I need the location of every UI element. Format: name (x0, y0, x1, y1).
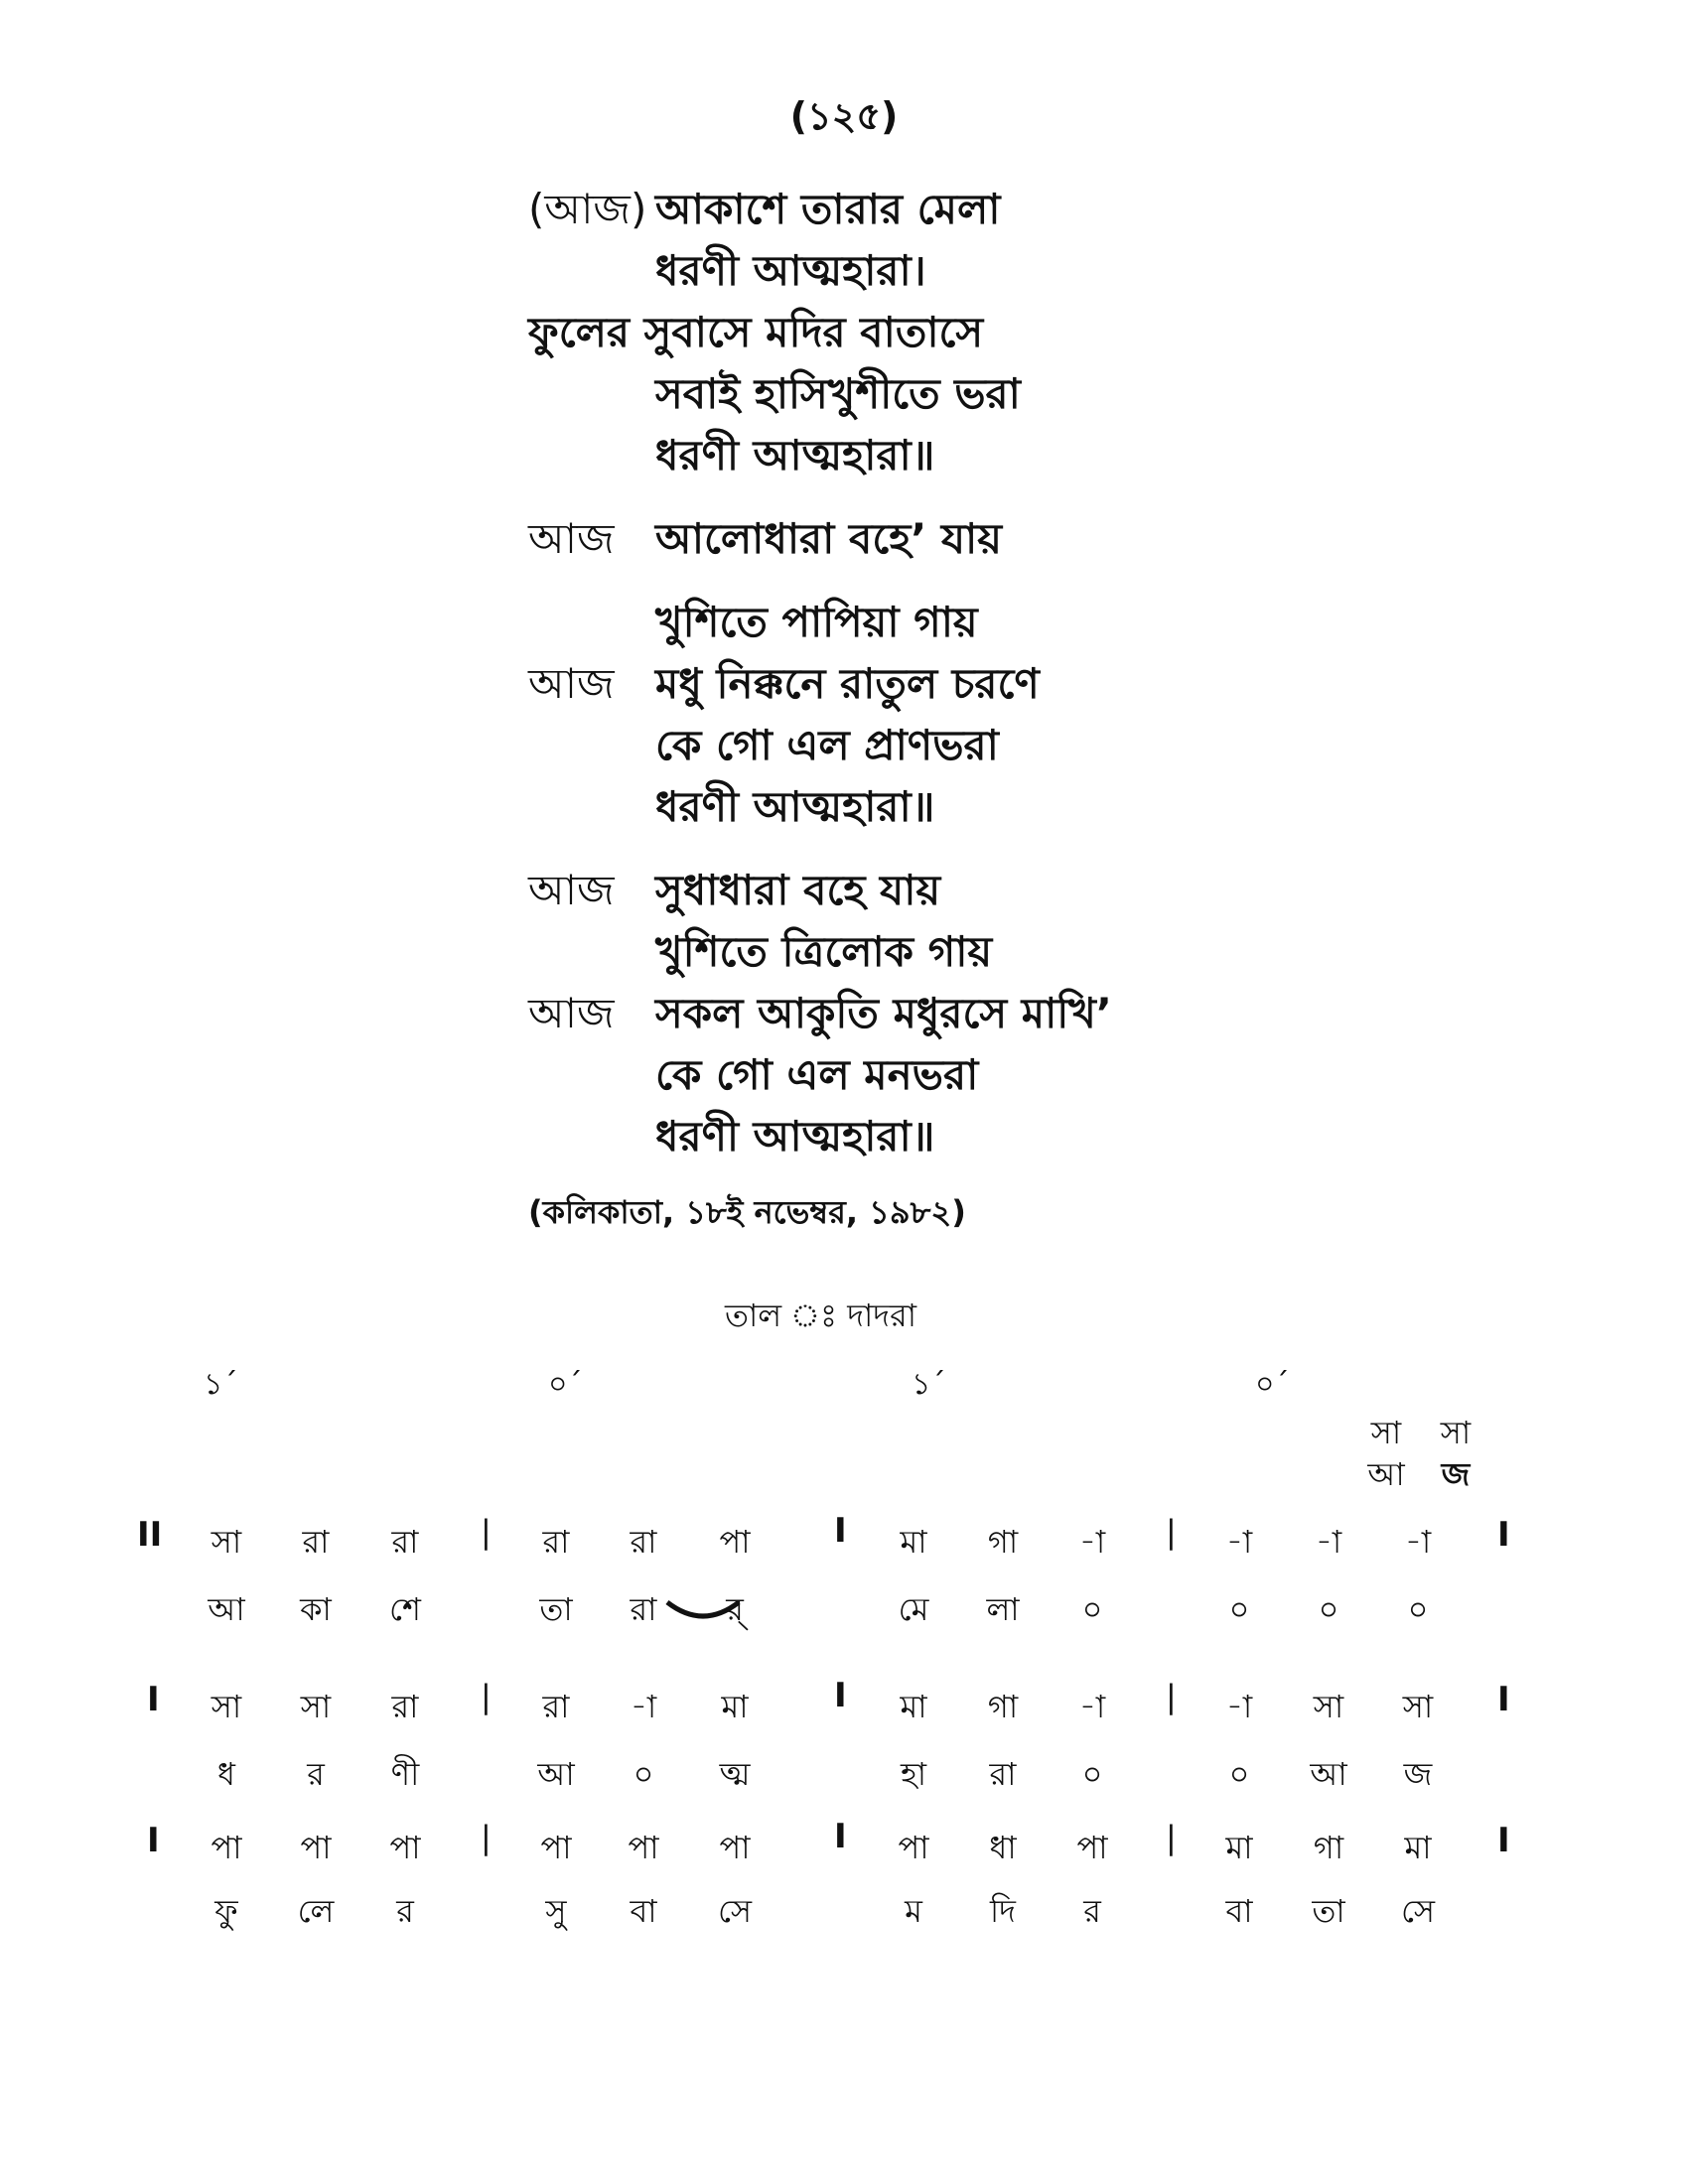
lyric-syllable: রা (630, 1590, 657, 1628)
swara-note: সা (211, 1688, 242, 1725)
lyric-syllable: বা (630, 1892, 657, 1930)
lyric-syllable: ম (905, 1892, 922, 1930)
lyric-syllable: দি (990, 1892, 1016, 1930)
swara-note: -া (1315, 1523, 1342, 1561)
pickup-swara: সা (1440, 1414, 1472, 1451)
bar-line-start: II (137, 1515, 163, 1555)
beat-divider: | (1166, 1513, 1177, 1551)
beat-divider: | (1166, 1819, 1177, 1856)
lyric-syllable: জ (1403, 1755, 1433, 1793)
pickup-lyric: জ (1441, 1455, 1471, 1493)
poem-line-prefix: (আজ) (528, 185, 647, 233)
lyric-syllable: ০ (1407, 1590, 1429, 1628)
lyric-syllable: আ (537, 1755, 575, 1793)
lyric-syllable: মে (898, 1590, 929, 1628)
swara-note: মা (1404, 1829, 1432, 1866)
swara-note: গা (987, 1523, 1019, 1561)
swara-note: মা (900, 1523, 927, 1561)
beat-divider: | (481, 1819, 492, 1856)
poem-line-prefix: আজ (528, 989, 615, 1037)
swara-note: -া (1404, 1523, 1432, 1561)
lyric-syllable: বা (1225, 1892, 1253, 1930)
lyric-syllable: হা (900, 1755, 927, 1793)
bar-line-start: I (147, 1821, 160, 1860)
bar-line-mid: I (834, 1511, 847, 1551)
swara-note: রা (302, 1523, 330, 1561)
lyric-syllable: ০ (1228, 1755, 1250, 1793)
bar-line-mid: I (834, 1817, 847, 1856)
swara-note: গা (1313, 1829, 1344, 1866)
swara-note: মা (900, 1688, 927, 1725)
bar-line-end: I (1497, 1515, 1510, 1555)
swara-note: পা (389, 1829, 421, 1866)
lyric-syllable: শে (389, 1590, 421, 1628)
swara-note: পা (719, 1829, 751, 1866)
swara-note: গা (987, 1688, 1019, 1725)
lyric-syllable: ফু (214, 1892, 238, 1930)
beat-mark-4: ০´ (1255, 1367, 1290, 1402)
swara-note: -া (1225, 1688, 1253, 1725)
swara-note: -া (1078, 1523, 1106, 1561)
poem-line-text: খুশিতে ত্রিলোক গায় (655, 927, 993, 976)
swara-note: সা (1313, 1688, 1344, 1725)
poem-line-prefix: আজ (528, 659, 615, 708)
lyric-syllable: তা (1312, 1892, 1345, 1930)
swara-note: পা (628, 1829, 659, 1866)
beat-mark-2: ০´ (548, 1367, 583, 1402)
beat-mark-3: ১´ (912, 1367, 946, 1402)
poem-line-prefix: আজ (528, 514, 615, 563)
poem-line-text: ধরণী আত্মহারা॥ (655, 1112, 935, 1160)
bar-line-mid: I (834, 1676, 847, 1715)
poem-line-text: খুশিতে পাপিয়া গায় (655, 598, 978, 646)
bar-line-end: I (1497, 1680, 1510, 1719)
swara-note: সা (300, 1688, 332, 1725)
lyric-syllable: র্ (726, 1590, 744, 1628)
lyric-syllable: ০ (1318, 1590, 1339, 1628)
swara-note: -া (630, 1688, 657, 1725)
swara-note: -া (1225, 1523, 1253, 1561)
swara-note: পা (1076, 1829, 1108, 1866)
beat-mark-1: ১´ (204, 1367, 238, 1402)
lyric-syllable: ০ (1081, 1755, 1103, 1793)
swara-note: রা (542, 1688, 570, 1725)
beat-divider: | (481, 1678, 492, 1715)
poem-line-text: সুধাধারা বহে যায় (655, 866, 941, 914)
lyric-syllable: সে (717, 1892, 753, 1930)
swara-note: রা (391, 1523, 419, 1561)
slur-mark (663, 1596, 743, 1626)
poem-line-prefix: আজ (528, 866, 615, 914)
bar-line-end: I (1497, 1821, 1510, 1860)
swara-note: ধা (989, 1829, 1017, 1866)
poem-line-text: আলোধারা বহে’ যায় (655, 514, 1002, 563)
swara-note: রা (630, 1523, 657, 1561)
tal-label: তাল ঃ দাদরা (725, 1297, 916, 1334)
poem-line-text: ধরণী আত্মহারা। (655, 246, 926, 295)
page-number: (১২৫) (789, 94, 899, 138)
swara-note: সা (211, 1523, 242, 1561)
poem-line-text: আকাশে তারার মেলা (655, 185, 1001, 233)
lyric-syllable: ধ (217, 1755, 235, 1793)
lyric-syllable: সে (1400, 1892, 1436, 1930)
swara-note: রা (391, 1688, 419, 1725)
poem-line-text: সকল আকুতি মধুরসে মাখি’ (655, 989, 1112, 1037)
lyric-syllable: ০ (1081, 1590, 1103, 1628)
swara-note: পা (211, 1829, 242, 1866)
swara-note: পা (719, 1523, 751, 1561)
swara-note: সা (1402, 1688, 1434, 1725)
poem-line-text: কে গো এল মনভরা (655, 1050, 979, 1099)
lyric-syllable: র (1083, 1892, 1101, 1930)
swara-note: পা (300, 1829, 332, 1866)
bar-line-start: I (147, 1680, 160, 1719)
lyric-syllable: রা (989, 1755, 1017, 1793)
swara-note: পা (898, 1829, 929, 1866)
lyric-syllable: র (396, 1892, 414, 1930)
beat-divider: | (481, 1513, 492, 1551)
swara-note: পা (540, 1829, 572, 1866)
lyric-syllable: কা (300, 1590, 332, 1628)
pickup-lyric: আ (1367, 1455, 1405, 1493)
poem-line-text: সবাই হাসিখুশীতে ভরা (655, 369, 1021, 418)
lyric-syllable: ০ (1228, 1590, 1250, 1628)
poem-line-text: ধরণী আত্মহারা॥ (655, 431, 935, 479)
lyric-syllable: তা (539, 1590, 573, 1628)
lyric-syllable: লে (297, 1892, 335, 1930)
lyric-syllable: আ (208, 1590, 245, 1628)
lyric-syllable: র (307, 1755, 325, 1793)
poem-line-text: কে গো এল প্রাণভরা (655, 721, 999, 769)
lyric-syllable: ০ (633, 1755, 654, 1793)
lyric-syllable: ণী (390, 1755, 420, 1793)
poem-line-text: ফুলের সুবাসে মদির বাতাসে (528, 308, 984, 356)
pickup-swara: সা (1370, 1414, 1402, 1451)
swara-note: মা (721, 1688, 749, 1725)
poem-line-text: মধু নিক্কনে রাতুল চরণে (655, 659, 1040, 708)
date-note: (কলিকাতা, ১৮ই নভেম্বর, ১৯৮২) (528, 1193, 966, 1231)
swara-note: রা (542, 1523, 570, 1561)
beat-divider: | (1166, 1678, 1177, 1715)
lyric-syllable: লা (986, 1590, 1020, 1628)
swara-note: -া (1078, 1688, 1106, 1725)
poem-line-text: ধরণী আত্মহারা॥ (655, 782, 935, 831)
lyric-syllable: আ (1310, 1755, 1347, 1793)
lyric-syllable: ত্ম (719, 1755, 751, 1793)
lyric-syllable: সু (545, 1892, 567, 1930)
swara-note: মা (1225, 1829, 1253, 1866)
